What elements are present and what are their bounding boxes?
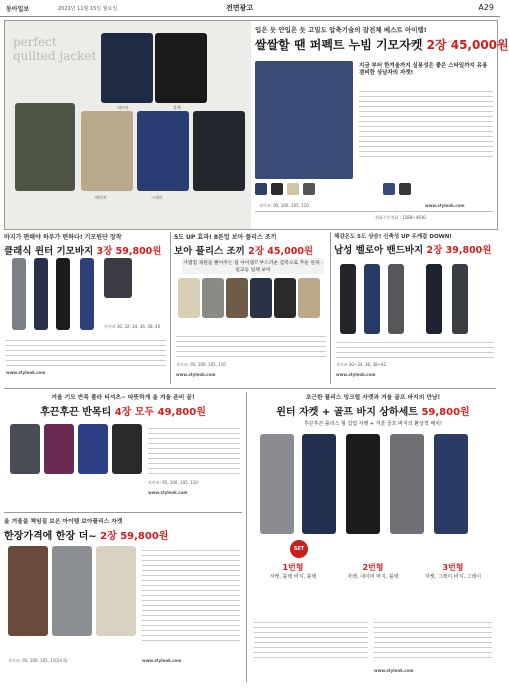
jacket-blue <box>137 111 189 191</box>
headline-big <box>334 242 496 256</box>
ad-golf-set <box>250 392 496 682</box>
headline-text: 쌀쌀할 땐 퍼펙트 누빔 기모자켓 <box>255 38 423 52</box>
headline-text: 한장가격에 한장 더~ <box>4 531 97 542</box>
tee-black <box>112 424 142 474</box>
set-gray-2 <box>390 434 424 534</box>
sizes: 사이즈 30~34, 36, 38~42 <box>336 362 387 367</box>
description-lines <box>336 338 494 360</box>
option-2 <box>336 562 410 580</box>
description-lines <box>176 332 326 358</box>
headline-small: 체감온도 5도 상승! 신축성 UP 우케잡 DOWN! <box>334 234 452 240</box>
ad-velour-pants <box>334 232 496 384</box>
pants-black <box>56 258 70 330</box>
page-number: A29 <box>478 3 494 12</box>
headline-big <box>174 243 328 257</box>
website: www.styleok.com <box>142 658 182 663</box>
headline-text: 후끈후끈 반목티 <box>40 407 112 418</box>
price: 59,800원 <box>421 407 470 418</box>
color-label-4: 그레이 <box>151 195 163 200</box>
masthead <box>0 0 500 17</box>
color-label-2: 블랙 <box>173 105 181 110</box>
option-3-num: 3번형 <box>442 563 464 572</box>
headline-text: 남성 벨로아 밴드바지 <box>334 245 424 256</box>
jacket-dark <box>193 111 245 191</box>
swatch-1 <box>255 183 267 195</box>
option-3-desc: 자켓, 그레이 바지, 그레이 <box>424 574 482 580</box>
section-title: 전면광고 <box>226 4 254 12</box>
swatch-5 <box>383 183 395 195</box>
option-1-num: 1번형 <box>282 563 304 572</box>
tagline: perfect quilted jacket <box>13 35 97 64</box>
pants-detail <box>104 258 132 298</box>
description-lines-right <box>374 618 492 662</box>
headline-small: 5도 UP 효과! 8톤업 보아 플리스 조끼 <box>174 234 277 241</box>
jacket-black <box>155 33 207 103</box>
headline-text: 보아 플리스 조끼 <box>174 246 245 257</box>
website: www.styleok.com <box>6 370 46 375</box>
headline-small: 겨울 기모 반목 폴라 티셔츠~ 따뜻하게 올 겨울 준비 끝! <box>51 395 195 401</box>
vest-black <box>274 278 296 318</box>
pants-gray <box>12 258 26 330</box>
headline-small: 올 겨울을 책임질 보온 아이템 보아플리스 자켓 <box>4 519 123 525</box>
sizes: 사이즈: 95, 100, 105, 110(4-5) <box>8 658 68 663</box>
price: 2장 45,000원 <box>426 38 509 52</box>
tee-gray <box>10 424 40 474</box>
jacket-inner-photo <box>255 61 353 179</box>
vest-brown <box>226 278 248 318</box>
vest-gray <box>202 278 224 318</box>
description-lines <box>142 546 240 642</box>
sizes: 사이즈: 95, 100, 105, 110 <box>259 203 309 208</box>
description-lines <box>148 424 240 476</box>
set-gray <box>260 434 294 534</box>
color-label-3: 베이지 <box>95 195 107 200</box>
option-1 <box>256 562 330 580</box>
vest-navy <box>250 278 272 318</box>
ad-winter-pants <box>4 232 168 384</box>
ad-fleece-jacket <box>4 516 242 684</box>
jacket-text-area <box>255 25 509 225</box>
order-phone: 전화주문전화 : 1588~4930 <box>375 215 426 220</box>
price: 2장 39,800원 <box>426 245 492 256</box>
sub-headline: 후끈후끈 플리스 형 집업 자켓 + 겨울 골프 바지의 환상적 매치! <box>303 421 442 427</box>
option-1-desc: 자켓, 블랙 바지, 블랙 <box>269 574 317 580</box>
headline-big <box>255 36 509 53</box>
headline-big <box>4 403 242 418</box>
website: www.styleok.com <box>148 490 188 495</box>
option-3 <box>416 562 490 580</box>
velour-pants-4 <box>426 264 442 334</box>
description-lines <box>359 87 493 159</box>
vest-cream <box>178 278 200 318</box>
headline-text: 윈터 자켓 + 골프 바지 상하세트 <box>276 407 418 418</box>
swatch-4 <box>303 183 315 195</box>
velour-pants-3 <box>388 264 404 334</box>
jacket-beige <box>81 111 133 191</box>
set-navy <box>302 434 336 534</box>
set-navy-2 <box>434 434 468 534</box>
headline-big <box>4 527 242 542</box>
fleece-brown <box>8 546 48 636</box>
sizes: 사이즈: 95, 100, 105, 110 <box>148 480 198 485</box>
headline-text: 클래식 윈터 기모바지 <box>4 246 94 257</box>
option-2-num: 2번형 <box>362 563 384 572</box>
headline-small: 바지가 편해야 하루가 편하다! 기모원단 장착 <box>4 234 122 241</box>
ad-quilted-jacket <box>4 20 509 230</box>
price: 4장 모두 49,800원 <box>114 407 206 418</box>
sub-headline: 가볍힐 제원을 빨아주는 웜 아이템!! 부드러운 감촉으로 추운 한파 · 일교등 일체 보이 <box>182 258 324 274</box>
headline-small: 입은 듯 안입은 듯 고밀도 압축기술의 잡전체 베스트 아이템! <box>255 26 427 34</box>
swatch-2 <box>271 183 283 195</box>
velour-pants-5 <box>452 264 468 334</box>
vest-beige <box>298 278 320 318</box>
headline-small: 포근한 플리스 밍크털 자켓과 겨울 골프 바지의 만남! <box>305 395 441 401</box>
issue-date: 2021년 11월 15일 월요일 <box>58 6 118 12</box>
tee-purple <box>44 424 74 474</box>
velour-pants-1 <box>340 264 356 334</box>
price: 3장 59,800원 <box>96 246 162 257</box>
color-label-1: 네이비 <box>117 105 129 110</box>
velour-pants-2 <box>364 264 380 334</box>
description-lines <box>6 336 166 366</box>
sub-headline: 지금 부터 한겨울까지 실용성은 좋은 스타일까지 유용 겸비한 상남자의 자켓! <box>359 63 488 77</box>
headline-big <box>250 403 496 418</box>
jacket-camo <box>15 103 75 191</box>
tee-navy <box>78 424 108 474</box>
pants-blue <box>80 258 94 330</box>
special-badge: SET <box>290 540 308 558</box>
sizes: 사이즈 30, 32, 34, 36, 38, 40 <box>104 324 161 329</box>
option-2-desc: 자켓, 네이비 바지, 블랙 <box>347 574 399 580</box>
ad-fleece-vest <box>174 232 328 384</box>
website: www.styleok.com <box>176 372 216 377</box>
price: 2장 59,800원 <box>100 531 169 542</box>
website: www.styleok.com <box>336 372 376 377</box>
jacket-photo-area <box>5 21 251 229</box>
price: 2장 45,000원 <box>248 246 314 257</box>
fleece-gray <box>52 546 92 636</box>
swatch-6 <box>399 183 411 195</box>
jacket-navy <box>101 33 153 103</box>
description-lines-left <box>254 618 368 662</box>
ad-turtleneck <box>4 392 242 508</box>
fleece-cream <box>96 546 136 636</box>
headline-big <box>4 243 168 257</box>
website: www.styleok.com <box>425 203 465 208</box>
sizes: 사이즈: 95, 100, 105, 110 <box>176 362 226 367</box>
newspaper-name: 동아일보 <box>6 6 30 13</box>
swatch-3 <box>287 183 299 195</box>
set-black <box>346 434 380 534</box>
website: www.styleok.com <box>374 668 414 673</box>
pants-navy <box>34 258 48 330</box>
